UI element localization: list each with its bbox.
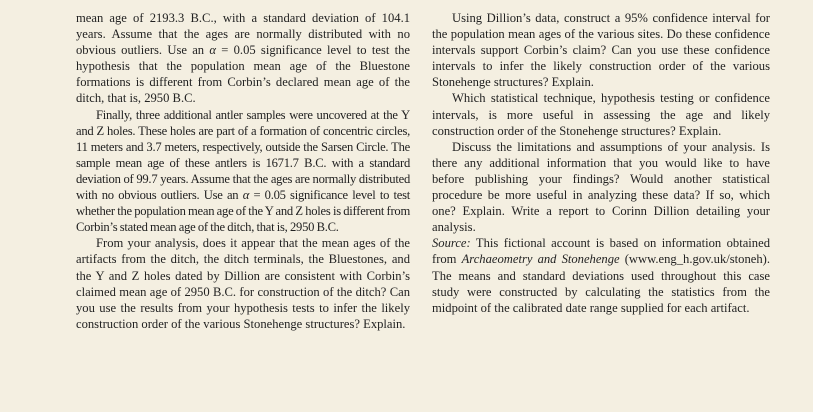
paragraph-yz-holes-test: Finally, three additional antler samples were uncovered at the Y and Z holes. These holes are part of a formation of concentric circles, 11 meters and 3.7 meters, respectively, outside the Sarsen Circle. The sample mean age of these antlers is 1671.7 B.C. with a standard deviation of 99.7 years. Assume that the ages are normally distributed with no obvious outliers. Use an α = 0.05 significance level to test whether the population mean age of the Y and Z holes is different from Corbin’s stated mean age of the ditch, that is, 2950 B.C. bbox=[76, 107, 410, 235]
source-note: Source: This fictional account is based on information obtained from Archaeometry and Stonehenge (www.eng_h.gov.uk/stoneh). The means and standard deviations used throughout this case study were constructed by calculating the statistics from the midpoint of the calibrated date range supplied for each artifact. bbox=[432, 236, 771, 315]
alpha-symbol: α bbox=[242, 188, 250, 203]
paragraph-bluestone-test: mean age of 2193.3 B.C., with a standard deviation of 104.1 years. Assume that the ages are normally distributed with no obvious outliers. Use an α = 0.05 significance level to test the hypothesis that the population mean age of the Bluestone formations is different from Corbin’s declared mean age of the ditch, that is, 2950 B.C. bbox=[76, 11, 411, 106]
era-abbrev: B.C. bbox=[190, 11, 214, 25]
era-abbrev: B.C. bbox=[304, 155, 327, 170]
source-label: Source: bbox=[432, 236, 471, 251]
paragraph-technique-question: Which statistical technique, hypothesis testing or confidence intervals, is more useful in assessing the age and likely construction order of the Stonehenge structures? Explain. bbox=[432, 91, 770, 138]
left-column bbox=[76, 10, 410, 332]
paragraph-consistency-question: From your analysis, does it appear that the mean ages of the artifacts from the ditch, the ditch terminals, the Bluestones, and the Y and Z holes dated by Dillion are consistent with Corbin’s claimed mean age of 2950 B.C. for construction of the ditch? Can you use the results from your hypothesis tests to infer the likely construction order of the various Stonehenge structures? Explain. bbox=[76, 236, 411, 331]
era-abbrev: B.C. bbox=[172, 91, 196, 106]
era-abbrev: B.C. bbox=[316, 220, 339, 235]
source-book-title: Archaeometry and Stonehenge bbox=[461, 252, 620, 267]
paragraph-limitations-question: Discuss the limitations and assumptions of your analysis. Is there any additional information that you would like to have before publishing your findings? Would another statistical procedure be more useful in analyzing these data? If so, which one? Explain. Write a report to Corinn Dillion detailing your analysis. bbox=[432, 139, 770, 235]
right-column bbox=[432, 10, 770, 316]
era-abbrev: B.C. bbox=[212, 284, 237, 299]
alpha-symbol: α bbox=[209, 43, 216, 58]
paragraph-confidence-interval-question: Using Dillion’s data, construct a 95% confidence interval for the population mean ages of the various sites. Do these confidence intervals support Corbin’s claim? Can you use these confidence intervals to infer the likely construction order of the various Stonehenge structures? Explain. bbox=[432, 11, 770, 90]
